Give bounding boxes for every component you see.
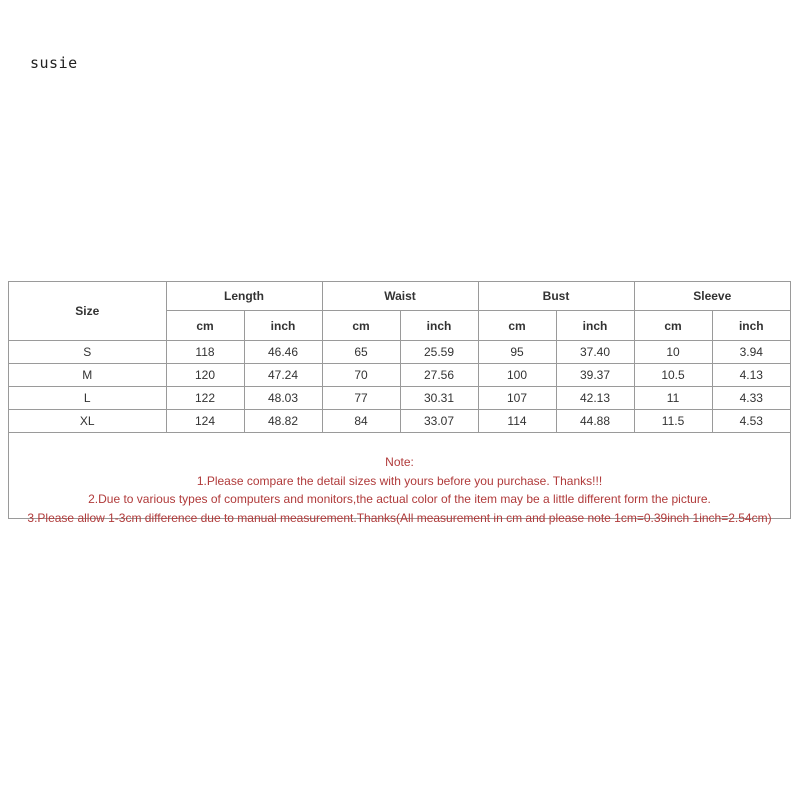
note-line: 1.Please compare the detail sizes with yours before you purchase. Thanks!!! [196, 473, 603, 488]
table-cell: 11 [634, 387, 712, 410]
unit-inch-header: inch [244, 311, 322, 341]
note-line: 2.Due to various types of computers and monitors,the actual color of the item may be a little different form the picture. [88, 492, 711, 506]
table-cell: 3.94 [712, 341, 790, 364]
table-cell: 124 [166, 410, 244, 433]
table-cell: 114 [478, 410, 556, 433]
unit-cm-header: cm [634, 311, 712, 341]
table-cell: 30.31 [400, 387, 478, 410]
table-cell: 4.13 [712, 364, 790, 387]
brand-name: susie [30, 54, 78, 72]
table-row [9, 341, 790, 364]
unit-cm-header: cm [166, 311, 244, 341]
table-cell: 77 [322, 387, 400, 410]
size-chart [8, 281, 791, 525]
table-cell: 118 [166, 341, 244, 364]
size-cell: L [9, 387, 166, 410]
table-cell: 25.59 [400, 341, 478, 364]
table-row [9, 410, 790, 433]
table-cell: 70 [322, 364, 400, 387]
size-column-header: Size [9, 282, 166, 341]
unit-cm-header: cm [478, 311, 556, 341]
note-title: Note: [385, 455, 414, 469]
table-cell: 65 [322, 341, 400, 364]
table-cell: 95 [478, 341, 556, 364]
table-cell: 37.40 [556, 341, 634, 364]
note-line: 3.Please allow 1-3cm difference due to manual measurement.Thanks(All measurement in cm and please note 1cm=0.39inch 1inch=2.54cm) [27, 510, 772, 525]
table-cell: 120 [166, 364, 244, 387]
waist-header: Waist [322, 282, 478, 311]
table-cell: 27.56 [400, 364, 478, 387]
table-cell: 4.53 [712, 410, 790, 433]
size-cell: S [9, 341, 166, 364]
table-cell: 33.07 [400, 410, 478, 433]
notes-section [9, 433, 790, 527]
table-row [9, 364, 790, 387]
unit-inch-header: inch [400, 311, 478, 341]
size-cell: XL [9, 410, 166, 433]
table-cell: 107 [478, 387, 556, 410]
unit-inch-header: inch [712, 311, 790, 341]
bust-header: Bust [478, 282, 634, 311]
table-cell: 11.5 [634, 410, 712, 433]
unit-cm-header: cm [322, 311, 400, 341]
table-cell: 46.46 [244, 341, 322, 364]
table-cell: 84 [322, 410, 400, 433]
table-cell: 44.88 [556, 410, 634, 433]
size-table [9, 282, 790, 433]
length-header: Length [166, 282, 322, 311]
table-row [9, 387, 790, 410]
sleeve-header: Sleeve [634, 282, 790, 311]
table-cell: 4.33 [712, 387, 790, 410]
table-cell: 10.5 [634, 364, 712, 387]
unit-inch-header: inch [556, 311, 634, 341]
table-cell: 100 [478, 364, 556, 387]
table-cell: 122 [166, 387, 244, 410]
table-cell: 48.03 [244, 387, 322, 410]
table-cell: 10 [634, 341, 712, 364]
table-cell: 42.13 [556, 387, 634, 410]
size-cell: M [9, 364, 166, 387]
table-cell: 48.82 [244, 410, 322, 433]
table-cell: 47.24 [244, 364, 322, 387]
table-cell: 39.37 [556, 364, 634, 387]
